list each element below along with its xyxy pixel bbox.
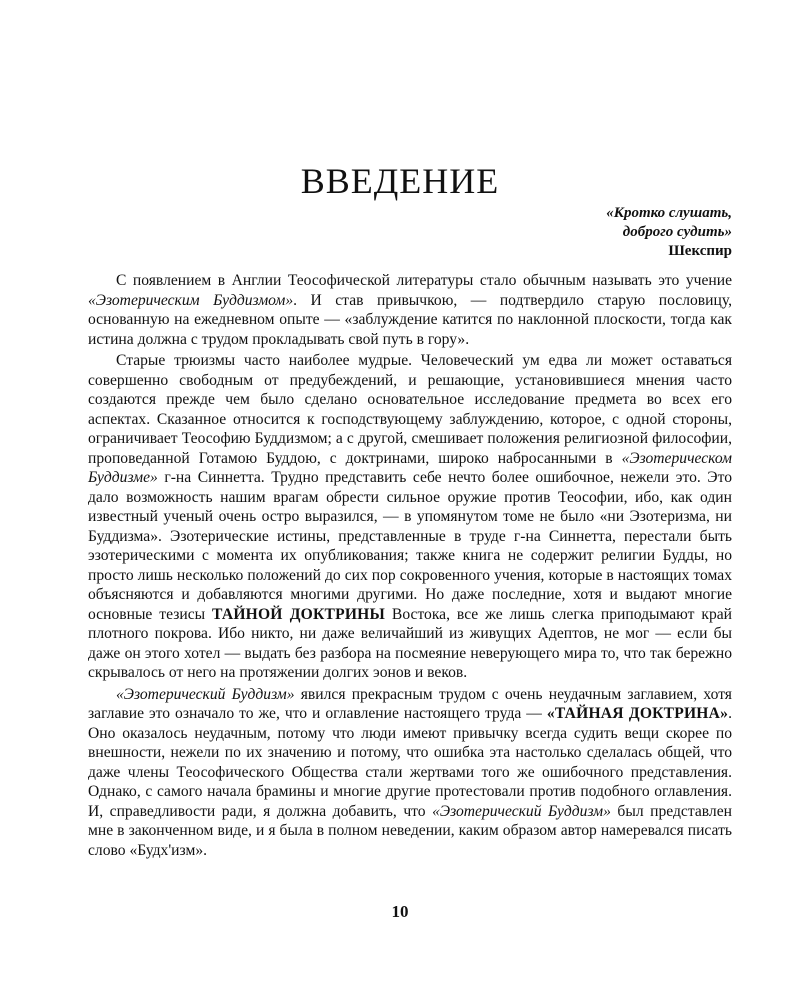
epigraph-line-2: доброго судить» bbox=[622, 224, 732, 240]
text-run: Старые трюизмы часто наиболее мудрые. Человеческий ум едва ли может оставаться совершенно свободным от предубеждений, и решающие, установившиеся мнения часто создаются прежде чем было сделано основательное исследование предмета во всех его аспектах. Сказанное относится к господствующему заблуждению, которое, с одной стороны, ограничивает Теософию Буддизмом; а с другой, смешивает положения религиозной философии, проповеданной Готамою Буддою, с доктринами, широко набросанными в bbox=[88, 352, 732, 467]
italic-run: «Эзотерический Буддизм» bbox=[432, 802, 611, 820]
chapter-title: ВВЕДЕНИЕ bbox=[300, 161, 500, 202]
epigraph bbox=[606, 204, 732, 261]
bold-run: ТАЙНОЙ ДОКТРИНЫ bbox=[212, 605, 386, 623]
paragraph-1 bbox=[88, 271, 732, 349]
text-run: явился прекрасным трудом с очень неудачным заглавием, хотя заглавие это означало то же, что и оглавление настоящего труда — bbox=[88, 685, 732, 722]
paragraph-2 bbox=[88, 351, 732, 683]
text-run: был представлен мне в законченном виде, и я была в полном неведении, каким образом автор намеревался писать слово «Будх'изм». bbox=[88, 802, 732, 859]
page-number: 10 bbox=[391, 902, 409, 921]
italic-run: «Эзотерическом Буддизме» bbox=[88, 449, 732, 486]
text-run: . Оно оказалось неудачным, потому что люди имеют привычку всегда судить вещи скорее по внешности, нежели по их значению и потому, что ошибка эта настолько сделалась общей, что даже члены Теософического Общества стали жертвами того же ошибочного представления. Однако, с самого начала брамины и многие другие протестовали против подобного оглавления. И, справедливости ради, я должна добавить, что bbox=[88, 705, 733, 820]
text-run: Востока, все же лишь слегка приподымают край плотного покрова. Ибо никто, ни даже величайший из живущих Адептов, не мог — если бы даже он этого хотел — выдать без разбора на посмеяние неверующего мира то, что так бережно скрывалось от него на протяжении долгих эонов и веков. bbox=[88, 605, 733, 681]
text-run: г-на Синнетта. Трудно представить себе нечто более ошибочное, нежели это. Это дало возможность нашим врагам обрести сильное оружие против Теософии, ибо, как один известный ученый очень остро выразился, — в упомянутом томе не было «ни Эзотеризма, ни Буддизма». Эзотерические истины, представленные в труде г-на Синнетта, перестали быть эзотерическими с момента их опубликования; также книга не содержит религии Будды, но просто лишь несколько положений до сих пор сокровенного учения, которые в настоящих томах объясняются и добавляются многими другими. Но даже последние, хотя и выдают многие основные тезисы bbox=[88, 469, 732, 623]
epigraph-author: Шекспир bbox=[668, 243, 732, 259]
text-run: . И став привычкою, — подтвердило старую пословицу, основанную на ежедневном опыте — «заблуждение катится по наклонной плоскости, тогда как истина должна с трудом прокладывать свой путь в гору». bbox=[88, 291, 732, 348]
bold-run: «ТАЙНАЯ ДОКТРИНА» bbox=[546, 705, 729, 722]
italic-run: «Эзотерический Буддизм» bbox=[116, 685, 295, 703]
epigraph-line-1: «Кротко слушать, bbox=[606, 205, 732, 221]
italic-run: «Эзотерическим Буддизмом» bbox=[88, 291, 294, 309]
body-text bbox=[88, 271, 732, 860]
paragraph-3 bbox=[88, 685, 732, 861]
text-run: С появлением в Англии Теософической литературы стало обычным называть это учение bbox=[116, 272, 732, 289]
